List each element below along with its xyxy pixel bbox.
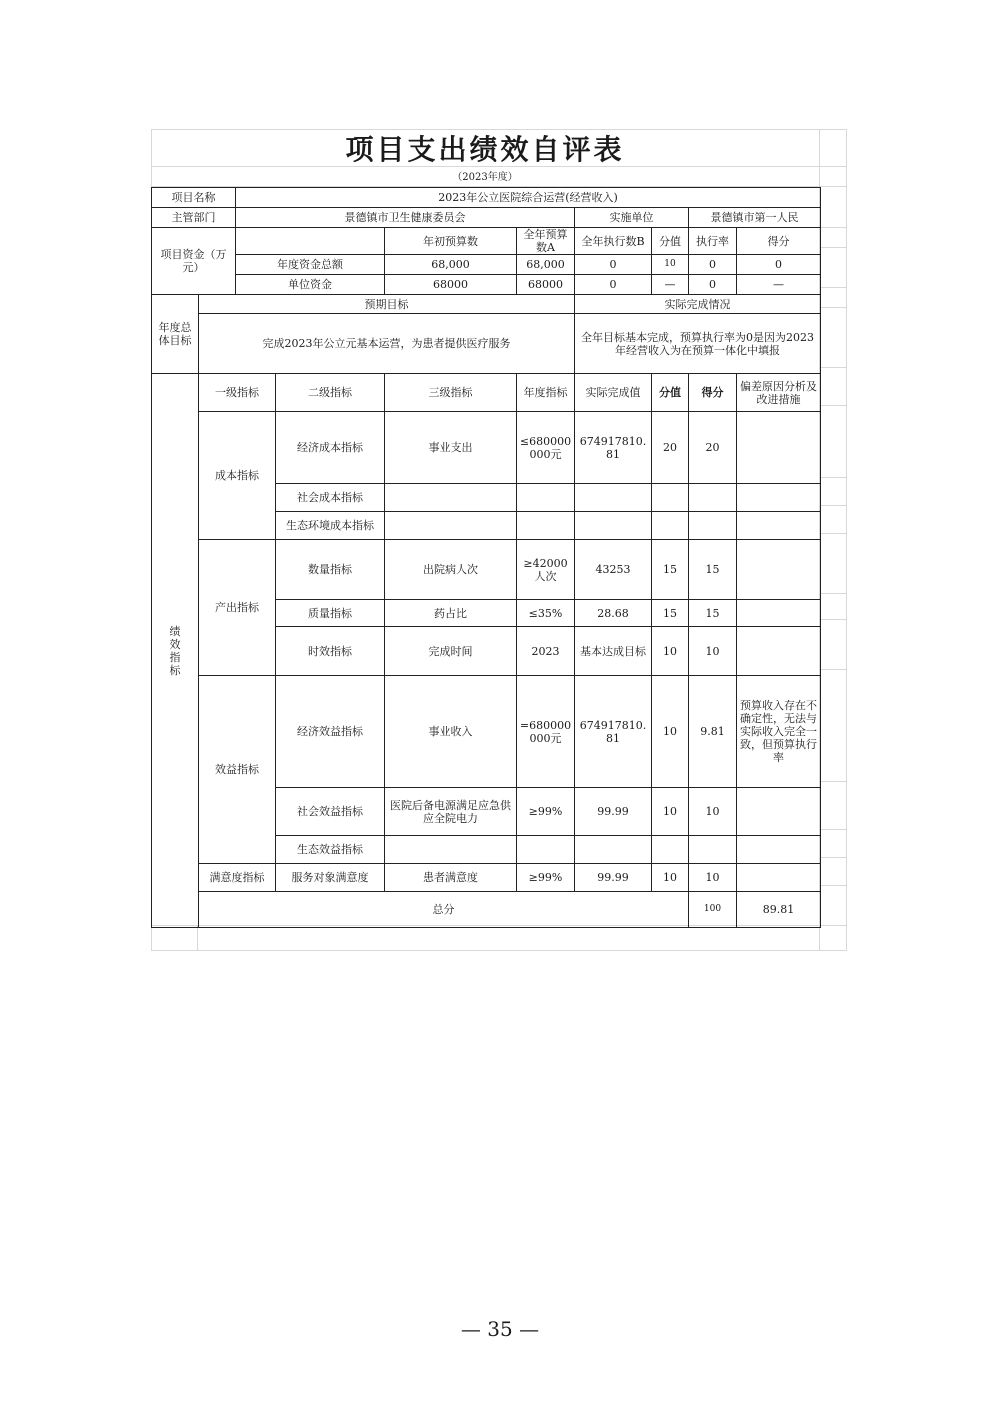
note-cell bbox=[737, 836, 821, 864]
header-target: 年度指标 bbox=[517, 374, 575, 412]
level3-cell: 患者满意度 bbox=[385, 864, 517, 892]
total-weight: 100 bbox=[689, 892, 737, 928]
funds-total-label: 年度资金总额 bbox=[236, 255, 385, 275]
form-title: 项目支出绩效自评表 bbox=[345, 133, 625, 166]
funds-header-rate: 执行率 bbox=[689, 228, 737, 255]
level3-cell: 医院后备电源满足应急供应全院电力 bbox=[385, 788, 517, 836]
impl-value: 景德镇市第一人民 bbox=[689, 208, 821, 228]
dept-value: 景德镇市卫生健康委员会 bbox=[236, 208, 575, 228]
level2-cell: 生态效益指标 bbox=[276, 836, 385, 864]
funds-unit-score: — bbox=[737, 275, 821, 295]
target-cell: =680000000元 bbox=[517, 676, 575, 788]
target-cell bbox=[517, 484, 575, 512]
total-label: 总分 bbox=[199, 892, 689, 928]
funds-total-exec: 0 bbox=[575, 255, 652, 275]
note-cell bbox=[737, 864, 821, 892]
funds-label: 项目资金（万元） bbox=[152, 228, 236, 295]
level3-cell: 出院病人次 bbox=[385, 540, 517, 600]
level1-benefit: 效益指标 bbox=[199, 676, 276, 864]
level3-cell: 事业收入 bbox=[385, 676, 517, 788]
weight-cell bbox=[652, 836, 689, 864]
funds-header-blank bbox=[236, 228, 385, 255]
weight-cell: 20 bbox=[652, 412, 689, 484]
total-score: 89.81 bbox=[737, 892, 821, 928]
level2-cell: 质量指标 bbox=[276, 600, 385, 627]
funds-header-score: 得分 bbox=[737, 228, 821, 255]
funds-header-annual: 全年预算数A bbox=[517, 228, 575, 255]
weight-cell: 10 bbox=[652, 864, 689, 892]
funds-header-exec: 全年执行数B bbox=[575, 228, 652, 255]
target-cell bbox=[517, 512, 575, 540]
funds-unit-row bbox=[152, 275, 821, 295]
indicator-header-row bbox=[152, 374, 821, 412]
goals-expected-text: 完成2023年公立元基本运营，为患者提供医疗服务 bbox=[199, 314, 575, 374]
goals-label: 年度总体目标 bbox=[152, 295, 199, 374]
header-level1: 一级指标 bbox=[199, 374, 276, 412]
funds-unit-exec: 0 bbox=[575, 275, 652, 295]
header-actual: 实际完成值 bbox=[575, 374, 652, 412]
indicator-row bbox=[152, 864, 821, 892]
weight-cell: 15 bbox=[652, 540, 689, 600]
level1-output: 产出指标 bbox=[199, 540, 276, 676]
weight-cell bbox=[652, 484, 689, 512]
target-cell: ≥42000人次 bbox=[517, 540, 575, 600]
funds-unit-label: 单位资金 bbox=[236, 275, 385, 295]
header-score: 得分 bbox=[689, 374, 737, 412]
header-level3: 三级指标 bbox=[385, 374, 517, 412]
note-cell bbox=[737, 788, 821, 836]
score-cell: 20 bbox=[689, 412, 737, 484]
weight-cell: 10 bbox=[652, 676, 689, 788]
score-cell: 10 bbox=[689, 864, 737, 892]
score-cell bbox=[689, 836, 737, 864]
goals-header-row bbox=[152, 295, 821, 314]
note-cell bbox=[737, 600, 821, 627]
note-cell bbox=[737, 540, 821, 600]
level3-cell: 药占比 bbox=[385, 600, 517, 627]
actual-cell: 674917810.81 bbox=[575, 676, 652, 788]
target-cell: ≤35% bbox=[517, 600, 575, 627]
level3-cell bbox=[385, 484, 517, 512]
page-number: — 35 — bbox=[460, 1317, 540, 1341]
target-cell bbox=[517, 836, 575, 864]
target-cell: ≥99% bbox=[517, 864, 575, 892]
score-cell: 9.81 bbox=[689, 676, 737, 788]
level1-cost: 成本指标 bbox=[199, 412, 276, 540]
actual-cell: 99.99 bbox=[575, 788, 652, 836]
funds-total-weight: 10 bbox=[652, 255, 689, 275]
note-cell bbox=[737, 484, 821, 512]
indicator-row bbox=[152, 540, 821, 600]
indicators-label: 绩效指标 bbox=[152, 374, 199, 928]
weight-cell: 15 bbox=[652, 600, 689, 627]
actual-cell bbox=[575, 836, 652, 864]
impl-label: 实施单位 bbox=[575, 208, 689, 228]
actual-cell: 674917810.81 bbox=[575, 412, 652, 484]
level2-cell: 时效指标 bbox=[276, 627, 385, 676]
funds-total-rate: 0 bbox=[689, 255, 737, 275]
note-cell bbox=[737, 627, 821, 676]
level3-cell: 完成时间 bbox=[385, 627, 517, 676]
level1-satisfaction: 满意度指标 bbox=[199, 864, 276, 892]
goals-expected-label: 预期目标 bbox=[199, 295, 575, 314]
actual-cell: 99.99 bbox=[575, 864, 652, 892]
project-name-row bbox=[152, 188, 821, 208]
header-note: 偏差原因分析及改进措施 bbox=[737, 374, 821, 412]
target-cell: 2023 bbox=[517, 627, 575, 676]
level2-cell: 服务对象满意度 bbox=[276, 864, 385, 892]
self-evaluation-table bbox=[151, 187, 821, 928]
level2-cell: 社会效益指标 bbox=[276, 788, 385, 836]
project-name-value: 2023年公立医院综合运营(经营收入) bbox=[236, 188, 821, 208]
project-name-label: 项目名称 bbox=[152, 188, 236, 208]
funds-total-row bbox=[152, 255, 821, 275]
indicator-row bbox=[152, 676, 821, 788]
department-row bbox=[152, 208, 821, 228]
level2-cell: 生态环境成本指标 bbox=[276, 512, 385, 540]
note-cell: 预算收入存在不确定性，无法与实际收入完全一致，但预算执行率 bbox=[737, 676, 821, 788]
header-level2: 二级指标 bbox=[276, 374, 385, 412]
funds-unit-annual: 68000 bbox=[517, 275, 575, 295]
funds-unit-rate: 0 bbox=[689, 275, 737, 295]
actual-cell: 43253 bbox=[575, 540, 652, 600]
funds-header-row bbox=[152, 228, 821, 255]
target-cell: ≥99% bbox=[517, 788, 575, 836]
score-cell bbox=[689, 484, 737, 512]
funds-unit-initial: 68000 bbox=[385, 275, 517, 295]
weight-cell bbox=[652, 512, 689, 540]
header-weight: 分值 bbox=[652, 374, 689, 412]
note-cell bbox=[737, 512, 821, 540]
dept-label: 主管部门 bbox=[152, 208, 236, 228]
weight-cell: 10 bbox=[652, 627, 689, 676]
goals-content-row bbox=[152, 314, 821, 374]
level2-cell: 经济效益指标 bbox=[276, 676, 385, 788]
goals-actual-text: 全年目标基本完成，预算执行率为0是因为2023年经营收入为在预算一体化中填报 bbox=[575, 314, 821, 374]
note-cell bbox=[737, 412, 821, 484]
actual-cell bbox=[575, 484, 652, 512]
funds-unit-weight: — bbox=[652, 275, 689, 295]
funds-header-weight: 分值 bbox=[652, 228, 689, 255]
funds-total-annual: 68,000 bbox=[517, 255, 575, 275]
goals-actual-label: 实际完成情况 bbox=[575, 295, 821, 314]
funds-header-initial: 年初预算数 bbox=[385, 228, 517, 255]
funds-total-initial: 68,000 bbox=[385, 255, 517, 275]
score-cell: 15 bbox=[689, 540, 737, 600]
level3-cell bbox=[385, 836, 517, 864]
score-cell: 15 bbox=[689, 600, 737, 627]
level3-cell: 事业支出 bbox=[385, 412, 517, 484]
funds-total-score: 0 bbox=[737, 255, 821, 275]
score-cell: 10 bbox=[689, 627, 737, 676]
total-row bbox=[152, 892, 821, 928]
level3-cell bbox=[385, 512, 517, 540]
actual-cell: 基本达成目标 bbox=[575, 627, 652, 676]
target-cell: ≤680000000元 bbox=[517, 412, 575, 484]
actual-cell bbox=[575, 512, 652, 540]
score-cell bbox=[689, 512, 737, 540]
level2-cell: 数量指标 bbox=[276, 540, 385, 600]
indicator-row bbox=[152, 412, 821, 484]
level2-cell: 社会成本指标 bbox=[276, 484, 385, 512]
score-cell: 10 bbox=[689, 788, 737, 836]
actual-cell: 28.68 bbox=[575, 600, 652, 627]
level2-cell: 经济成本指标 bbox=[276, 412, 385, 484]
year-note: （2023年度） bbox=[452, 172, 518, 183]
weight-cell: 10 bbox=[652, 788, 689, 836]
